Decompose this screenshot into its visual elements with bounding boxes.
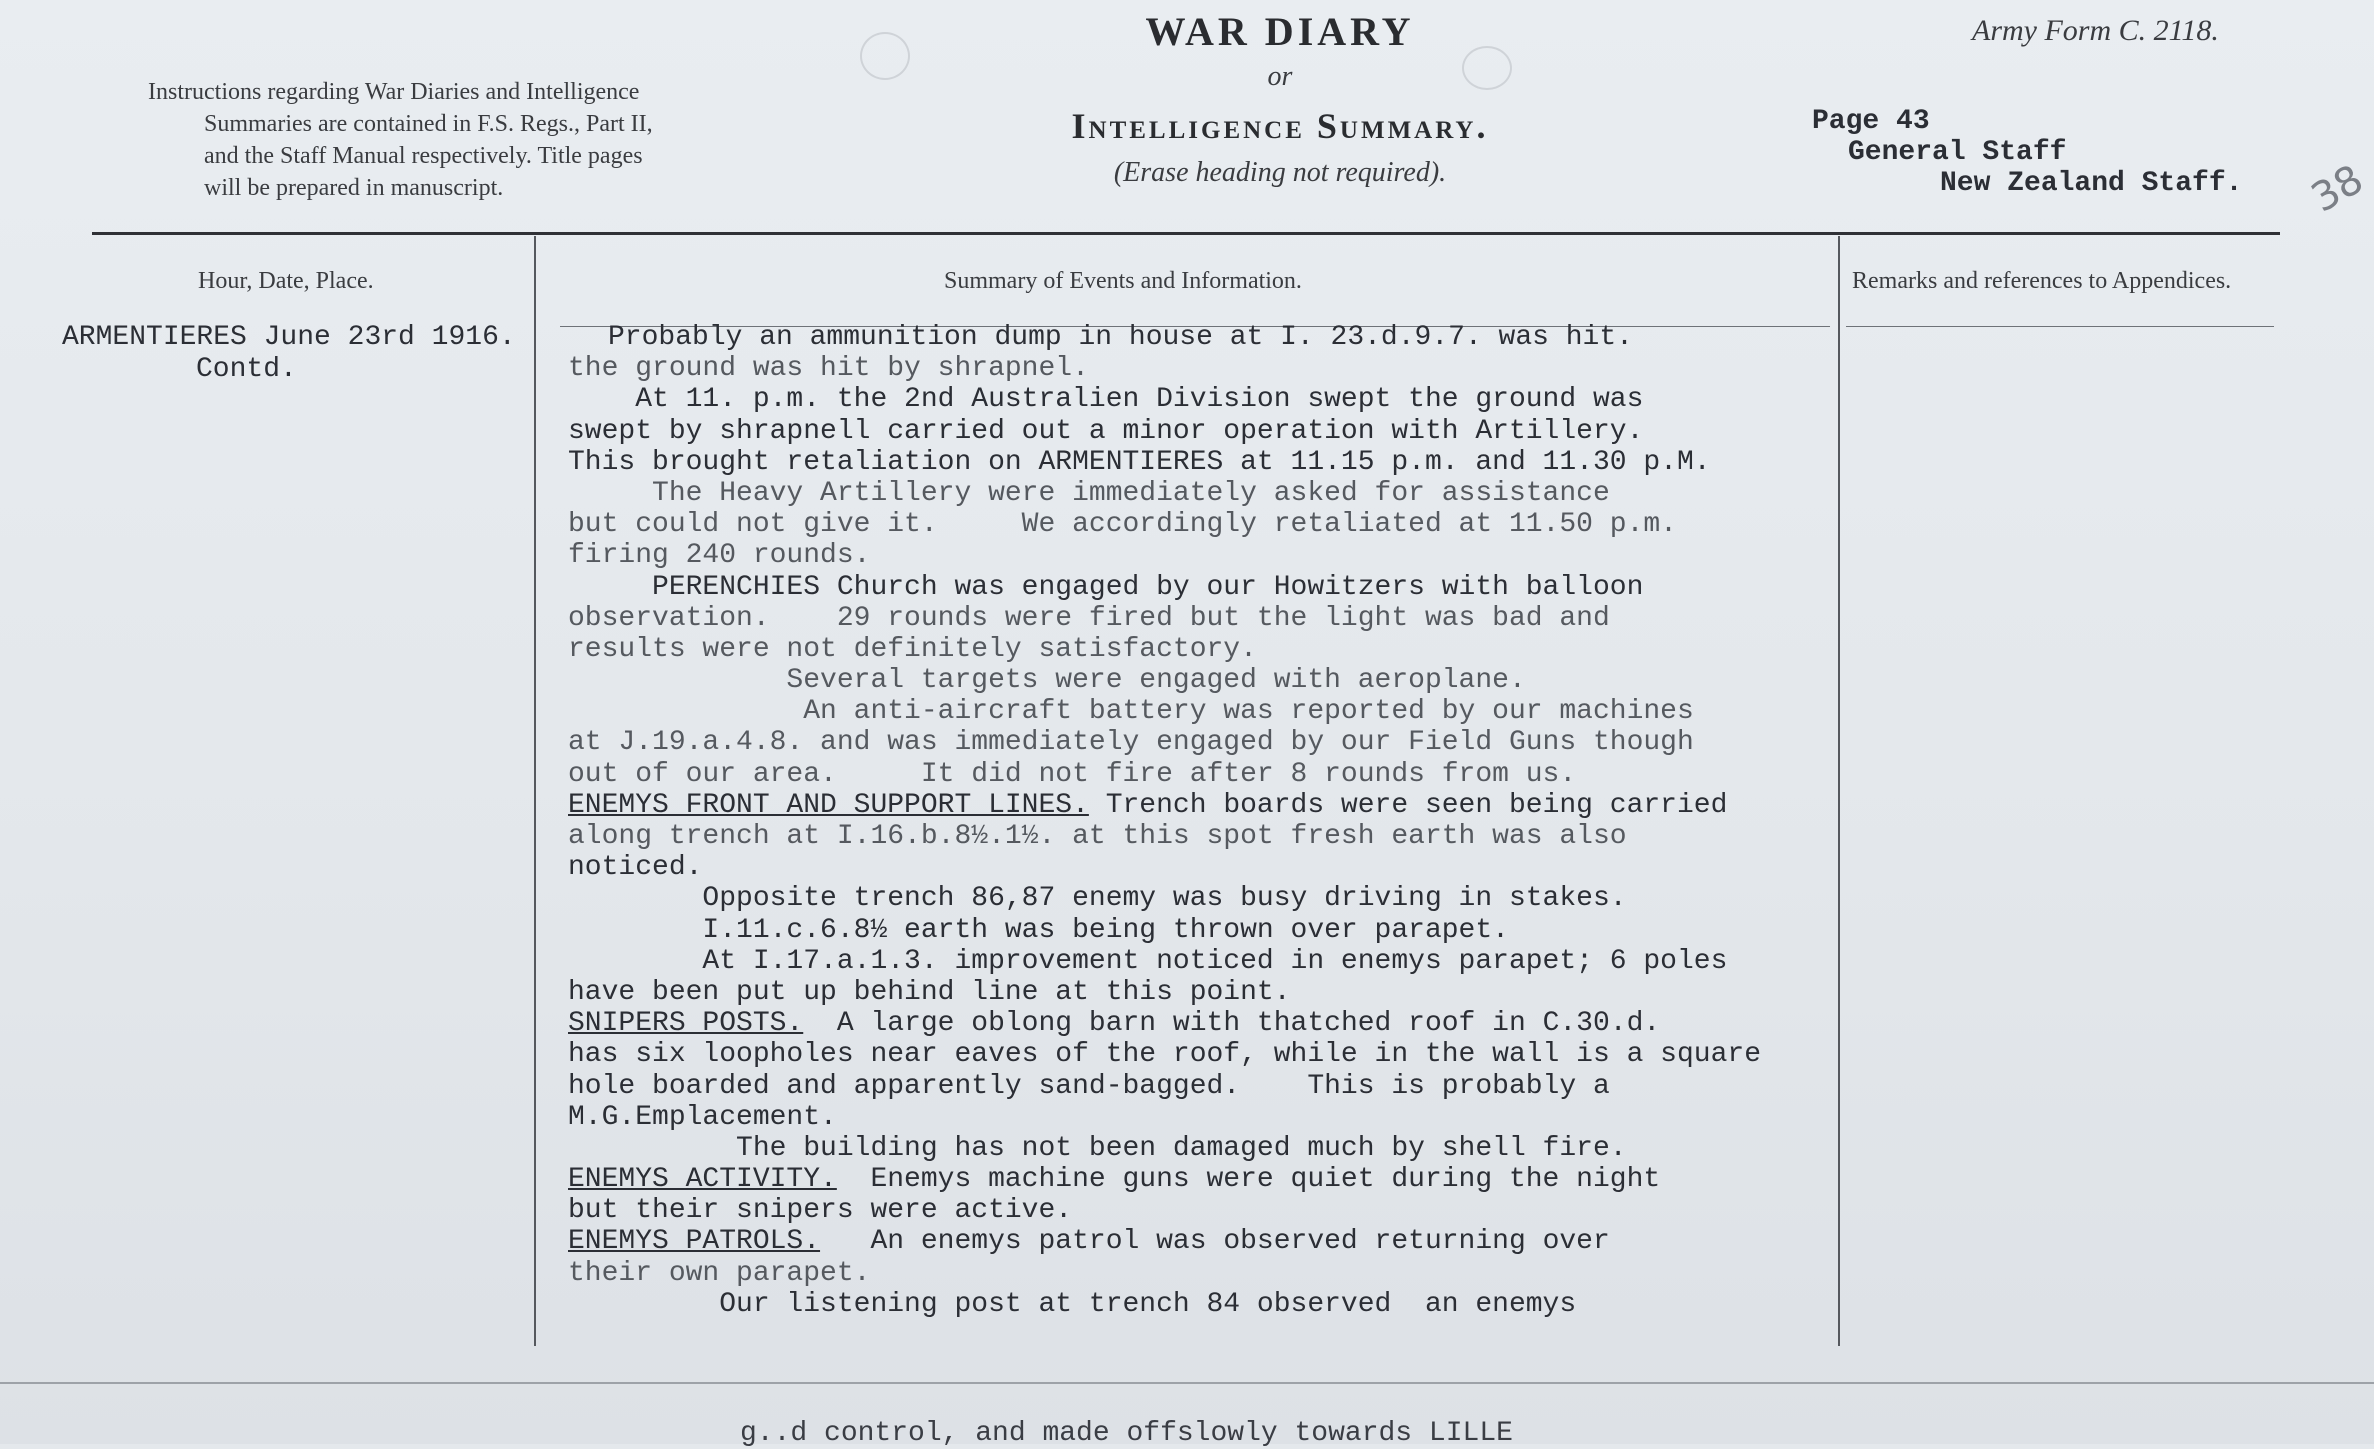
instructions-line: will be prepared in manuscript. — [204, 175, 504, 201]
summary-line: observation. 29 rounds were fired but the light was bad and — [568, 602, 1610, 634]
summary-line: at J.19.a.4.8. and was immediately engaged by our Field Guns though — [568, 727, 1694, 759]
summary-line: along trench at I.16.b.8½.1½. at this spot fresh earth was also — [568, 821, 1627, 852]
summary-line: noticed. — [568, 852, 703, 884]
summary-line: The Heavy Artillery were immediately asked for assistance — [568, 477, 1610, 509]
summary-line: Our listening post at trench 84 observed an enemys — [568, 1288, 1577, 1320]
section-heading: ENEMYS ACTIVITY. — [568, 1164, 837, 1196]
summary-line: Opposite trench 86,87 enemy was busy driving in stakes. — [568, 883, 1627, 915]
unit-line-2: New Zealand Staff. — [1940, 168, 2243, 199]
instructions-line: Summaries are contained in F.S. Regs., Part II, — [204, 111, 653, 137]
section-heading: SNIPERS POSTS. — [568, 1008, 804, 1040]
summary-line: their own parapet. — [568, 1257, 871, 1289]
instructions-line: Instructions regarding War Diaries and Intelligence — [148, 79, 640, 105]
instructions-line: and the Staff Manual respectively. Title pages — [204, 143, 643, 169]
next-page-fragment: g..d control, and made offslowly towards LILLE — [740, 1418, 1513, 1449]
column-header-place: Hour, Date, Place. — [198, 268, 374, 294]
instructions-block — [148, 76, 788, 204]
page-meta — [1812, 106, 2242, 199]
page-bottom-edge — [0, 1382, 2374, 1384]
remarks-header-rule — [1846, 326, 2274, 327]
summary-line: ENEMYS ACTIVITY. Enemys machine guns were quiet during the night — [568, 1164, 1661, 1196]
summary-line: has six loopholes near eaves of the roof, while in the wall is a square — [568, 1039, 1761, 1071]
title-block — [900, 8, 1660, 189]
section-heading: ENEMYS PATROLS. — [568, 1226, 821, 1258]
summary-line: the ground was hit by shrapnel. — [568, 353, 1089, 385]
summary-line: This brought retaliation on ARMENTIERES at 11.15 p.m. and 11.30 p.M. — [568, 446, 1711, 478]
page-title: WAR DIARY — [1145, 9, 1415, 54]
column-header-remarks: Remarks and references to Appendices. — [1852, 268, 2232, 294]
summary-line: ENEMYS PATROLS. An enemys patrol was observed returning over — [568, 1226, 1610, 1258]
summary-line: Several targets were engaged with aeroplane. — [568, 665, 1526, 697]
summary-line: The building has not been damaged much by shell fire. — [568, 1132, 1627, 1164]
summary-line: An anti-aircraft battery was reported by our machines — [568, 696, 1694, 728]
summary-line: M.G.Emplacement. — [568, 1101, 837, 1133]
summary-line: have been put up behind line at this point. — [568, 976, 1291, 1008]
column-divider — [1838, 236, 1840, 1346]
summary-line: At I.17.a.1.3. improvement noticed in enemys parapet; 6 poles — [568, 945, 1728, 977]
contd-label: Contd. — [196, 354, 297, 385]
unit-line-1: General Staff — [1848, 137, 2067, 168]
entry-place-date — [62, 322, 516, 386]
summary-line: firing 240 rounds. — [568, 540, 871, 572]
summary-line: but could not give it. We accordingly retaliated at 11.50 p.m. — [568, 509, 1677, 541]
summary-line: hole boarded and apparently sand-bagged. This is probably a — [568, 1070, 1610, 1102]
summary-line: swept by shrapnell carried out a minor operation with Artillery. — [568, 415, 1644, 447]
summary-line: but their snipers were active. — [568, 1195, 1073, 1227]
summary-line: At 11. p.m. the 2nd Australien Division swept the ground was — [568, 384, 1644, 416]
summary-line: I.11.c.6.8½ earth was being thrown over parapet. — [568, 914, 1509, 946]
summary-line: out of our area. It did not fire after 8 rounds from us. — [568, 758, 1577, 790]
pencil-page-mark: 38 — [2303, 156, 2371, 222]
column-header-summary: Summary of Events and Information. — [944, 268, 1302, 294]
summary-line: results were not definitely satisfactory. — [568, 633, 1257, 665]
summary-line: SNIPERS POSTS. A large oblong barn with thatched roof in C.30.d. — [568, 1008, 1661, 1040]
summary-line: ENEMYS FRONT AND SUPPORT LINES. Trench boards were seen being carried — [568, 789, 1728, 821]
page-subtitle: Intelligence Summary. — [1071, 106, 1489, 146]
page-number: Page 43 — [1812, 106, 1930, 137]
army-form-number: Army Form C. 2118. — [1972, 14, 2219, 47]
title-or: or — [1267, 61, 1293, 92]
section-heading: ENEMYS FRONT AND SUPPORT LINES. — [568, 789, 1089, 821]
header-rule — [92, 232, 2280, 235]
summary-line: Probably an ammunition dump in house at I. 23.d.9.7. was hit. — [608, 322, 1633, 353]
place-date: ARMENTIERES June 23rd 1916. — [62, 322, 516, 353]
column-divider — [534, 236, 536, 1346]
summary-text — [568, 322, 1761, 1320]
erase-note: (Erase heading not required). — [1113, 157, 1447, 188]
summary-line: PERENCHIES Church was engaged by our Howitzers with balloon — [568, 571, 1644, 603]
